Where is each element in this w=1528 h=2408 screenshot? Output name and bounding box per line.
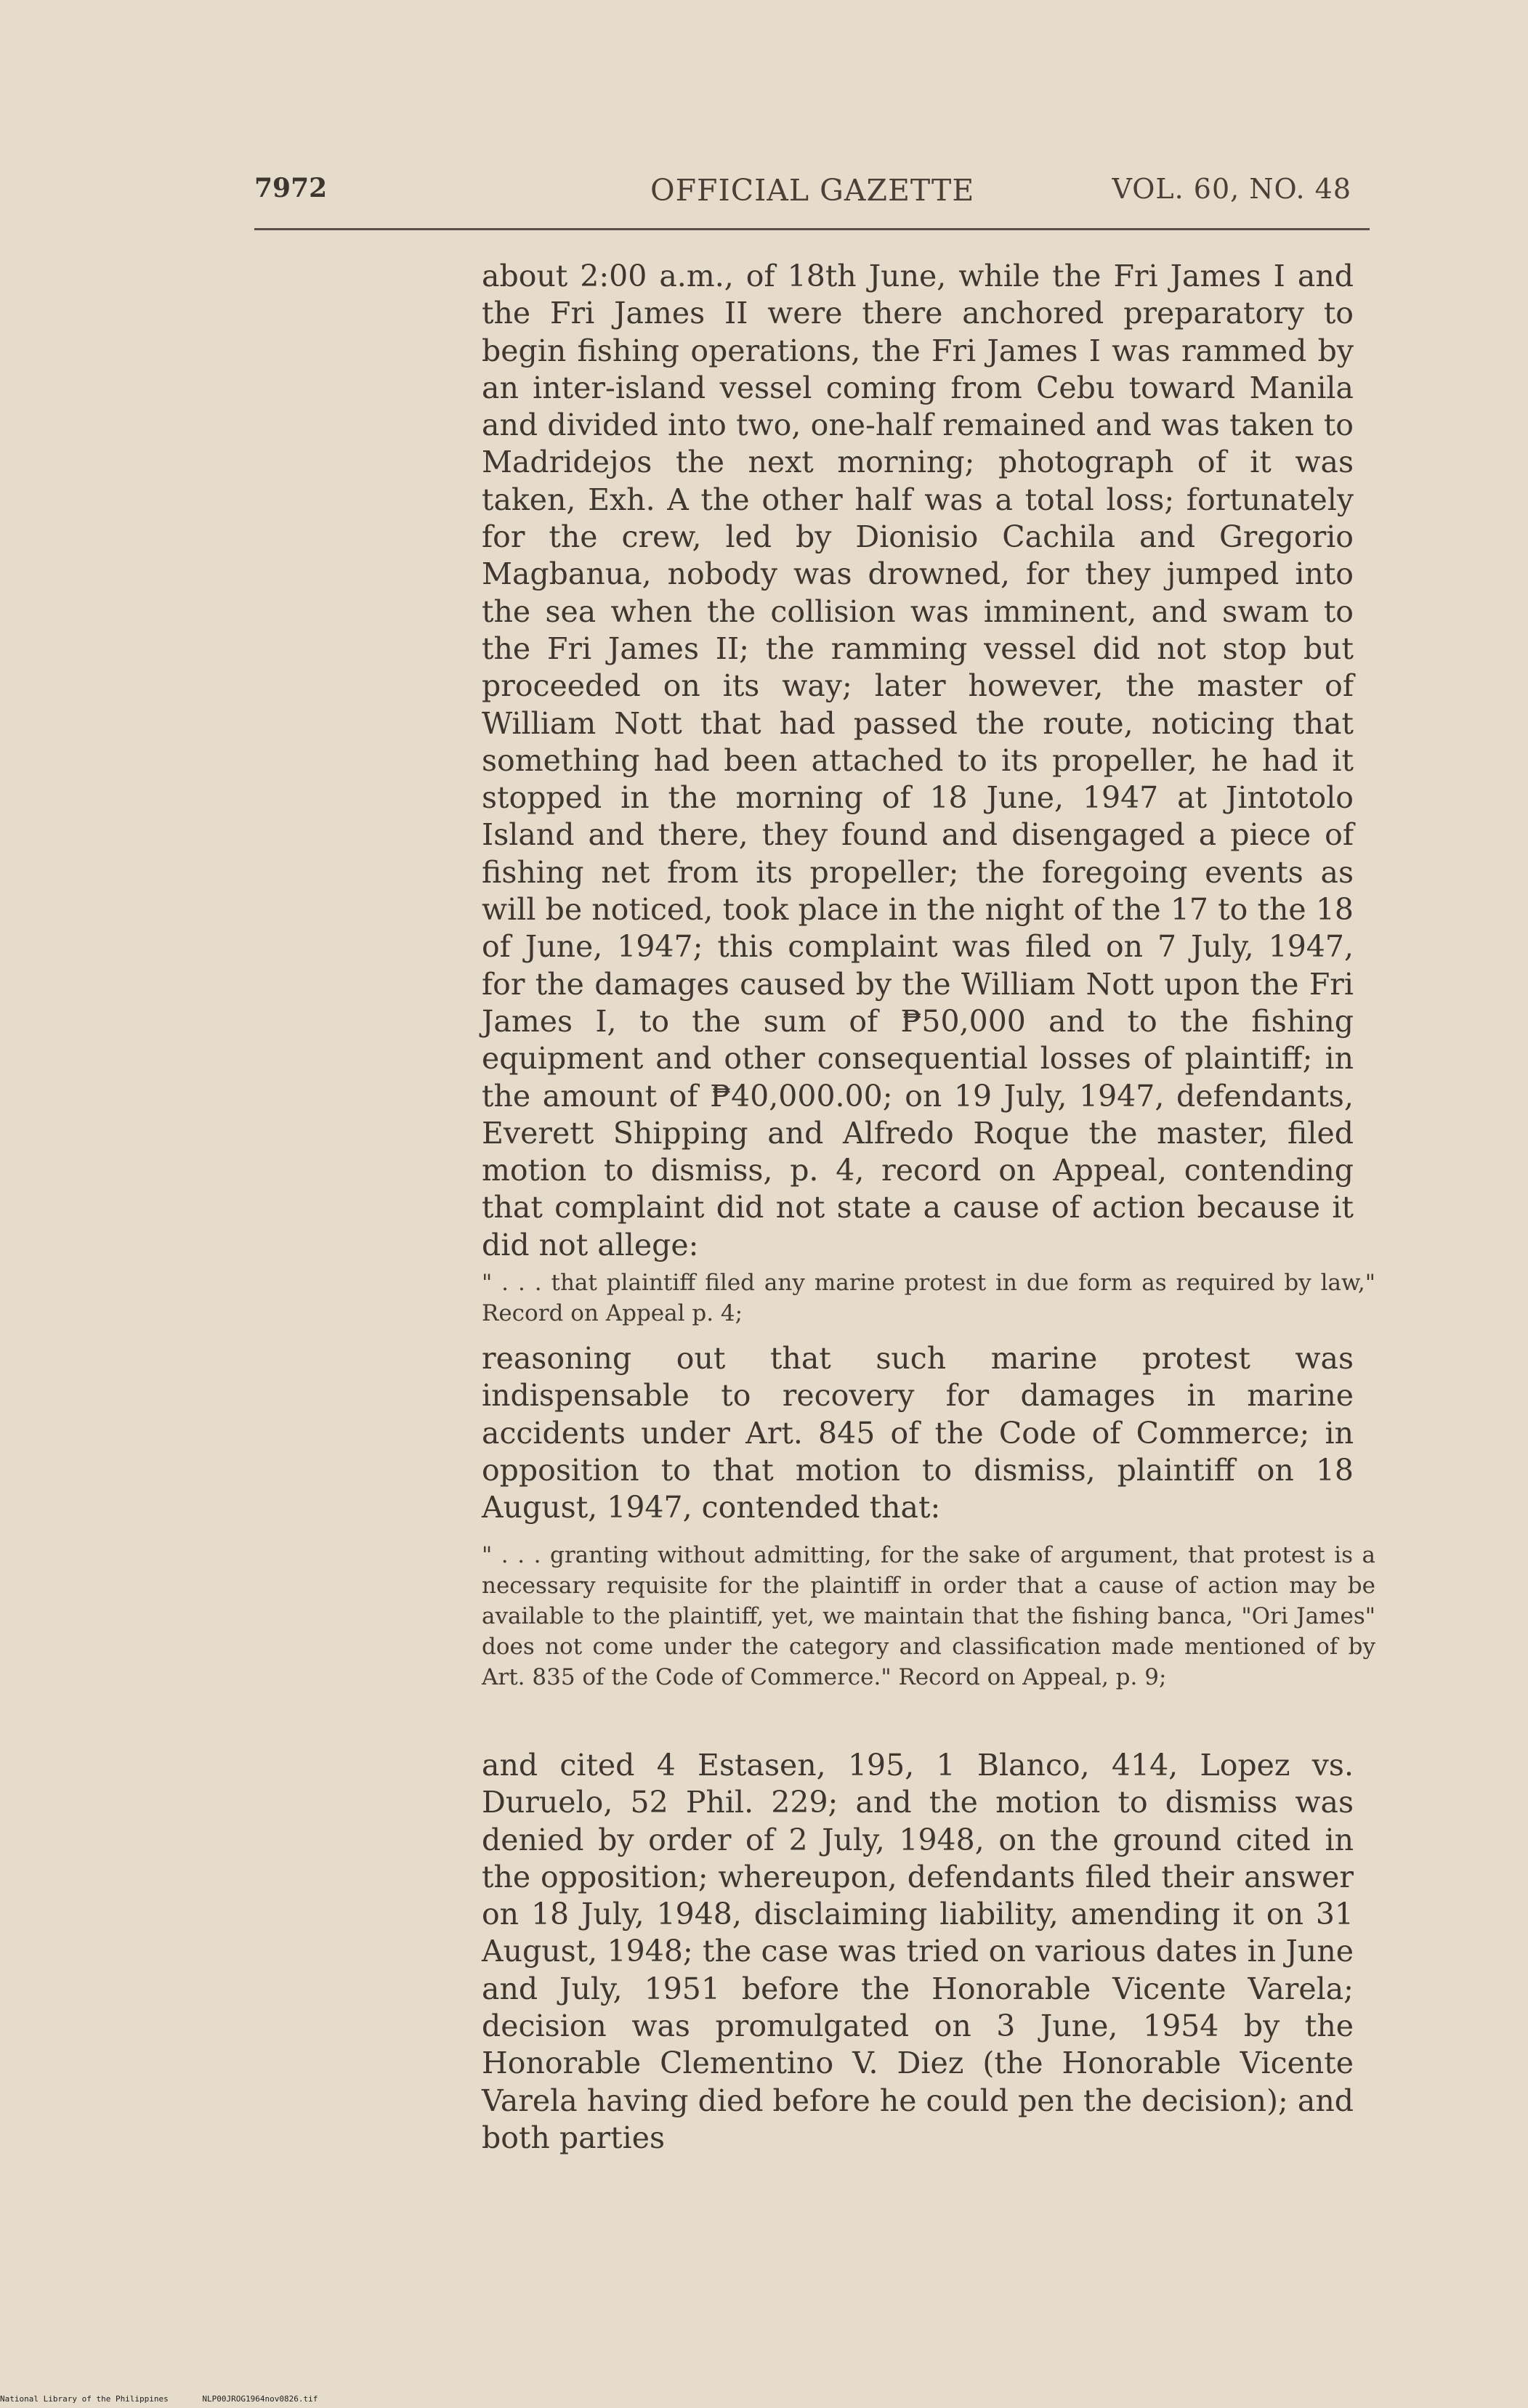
page-number: 7972 bbox=[254, 173, 328, 203]
paragraph-3: and cited 4 Estasen, 195, 1 Blanco, 414, Lopez vs. Duruelo, 52 Phil. 229; and the motion to dismiss was denied by order of 2 July, 1948, on the ground cited in the opposition; whereupon, defendants filed their answer on 18 July, 1948, disclaiming liability, amending it on 31 August, 1948; the case was tried on various dates in June and July, 1951 before the Honorable Vicente Varela; decision was promulgated on 3 June, 1954 by the Honorable Clementino V. Diez (the Honorable Vicente Varela having died before he could pen the decision); and both parties bbox=[482, 1748, 1354, 2155]
quote-2-block bbox=[482, 1540, 1375, 1693]
scan-filename: NLP00JROG1964nov0826.tif bbox=[202, 2394, 318, 2404]
paragraph-1: about 2:00 a.m., of 18th June, while the Fri James I and the Fri James II were there anchored preparatory to begin fishing operations, the Fri James I was rammed by an inter-island vessel coming from Cebu toward Manila and divided into two, one-half remained and was taken to Madridejos the next morning; photograph of it was taken, Exh. A the other half was a total loss; fortunately for the crew, led by Dionisio Cachila and Gregorio Magbanua, nobody was drowned, for they jumped into the sea when the collision was imminent, and swam to the Fri James II; the ramming vessel did not stop but proceeded on its way; later however, the master of William Nott that had passed the route, noticing that something had been attached to its propeller, he had it stopped in the morning of 18 June, 1947 at Jintotolo Island and there, they found and disengaged a piece of fishing net from its propeller; the foregoing events as will be noticed, took place in the night of the 17 to the 18 of June, 1947; this complaint was filed on 7 July, 1947, for the damages caused by the William Nott upon the Fri James I, to the sum of ₱50,000 and to the fishing equipment and other consequential losses of plaintiff; in the amount of ₱40,000.00; on 19 July, 1947, defendants, Everett Shipping and Alfredo Roque the master, filed motion to dismiss, p. 4, record on Appeal, contending that complaint did not state a cause of action because it did not allege: bbox=[482, 259, 1354, 1262]
paragraph-2-block bbox=[482, 1340, 1354, 1526]
library-credit: National Library of the Philippines bbox=[0, 2394, 169, 2404]
quote-2: " . . . granting without admitting, for the sake of argument, that protest is a necessary requisite for the plaintiff in order that a cause of action may be available to the plaintiff, yet, we maintain that the fishing banca, "Ori James" does not come under the category and classification made mentioned of by Art. 835 of the Code of Commerce." Record on Appeal, p. 9; bbox=[482, 1542, 1375, 1690]
quote-1-block bbox=[482, 1268, 1375, 1329]
scan-footer bbox=[0, 2394, 1528, 2404]
page-header bbox=[254, 173, 1351, 216]
paragraph-2: reasoning out that such marine protest was indispensable to recovery for damages in marine accidents under Art. 845 of the Code of Commerce; in opposition to that motion to dismiss, plaintiff on 18 August, 1947, contended that: bbox=[482, 1341, 1354, 1525]
quote-1: " . . . that plaintiff filed any marine protest in due form as required by law," Record on Appeal p. 4; bbox=[482, 1270, 1375, 1326]
volume-number: VOL. 60, NO. 48 bbox=[1112, 173, 1351, 205]
publication-title: OFFICIAL GAZETTE bbox=[650, 173, 975, 208]
header-rule bbox=[254, 228, 1370, 230]
paragraph-3-block bbox=[482, 1747, 1354, 2157]
paragraph-1-block bbox=[482, 258, 1354, 1262]
